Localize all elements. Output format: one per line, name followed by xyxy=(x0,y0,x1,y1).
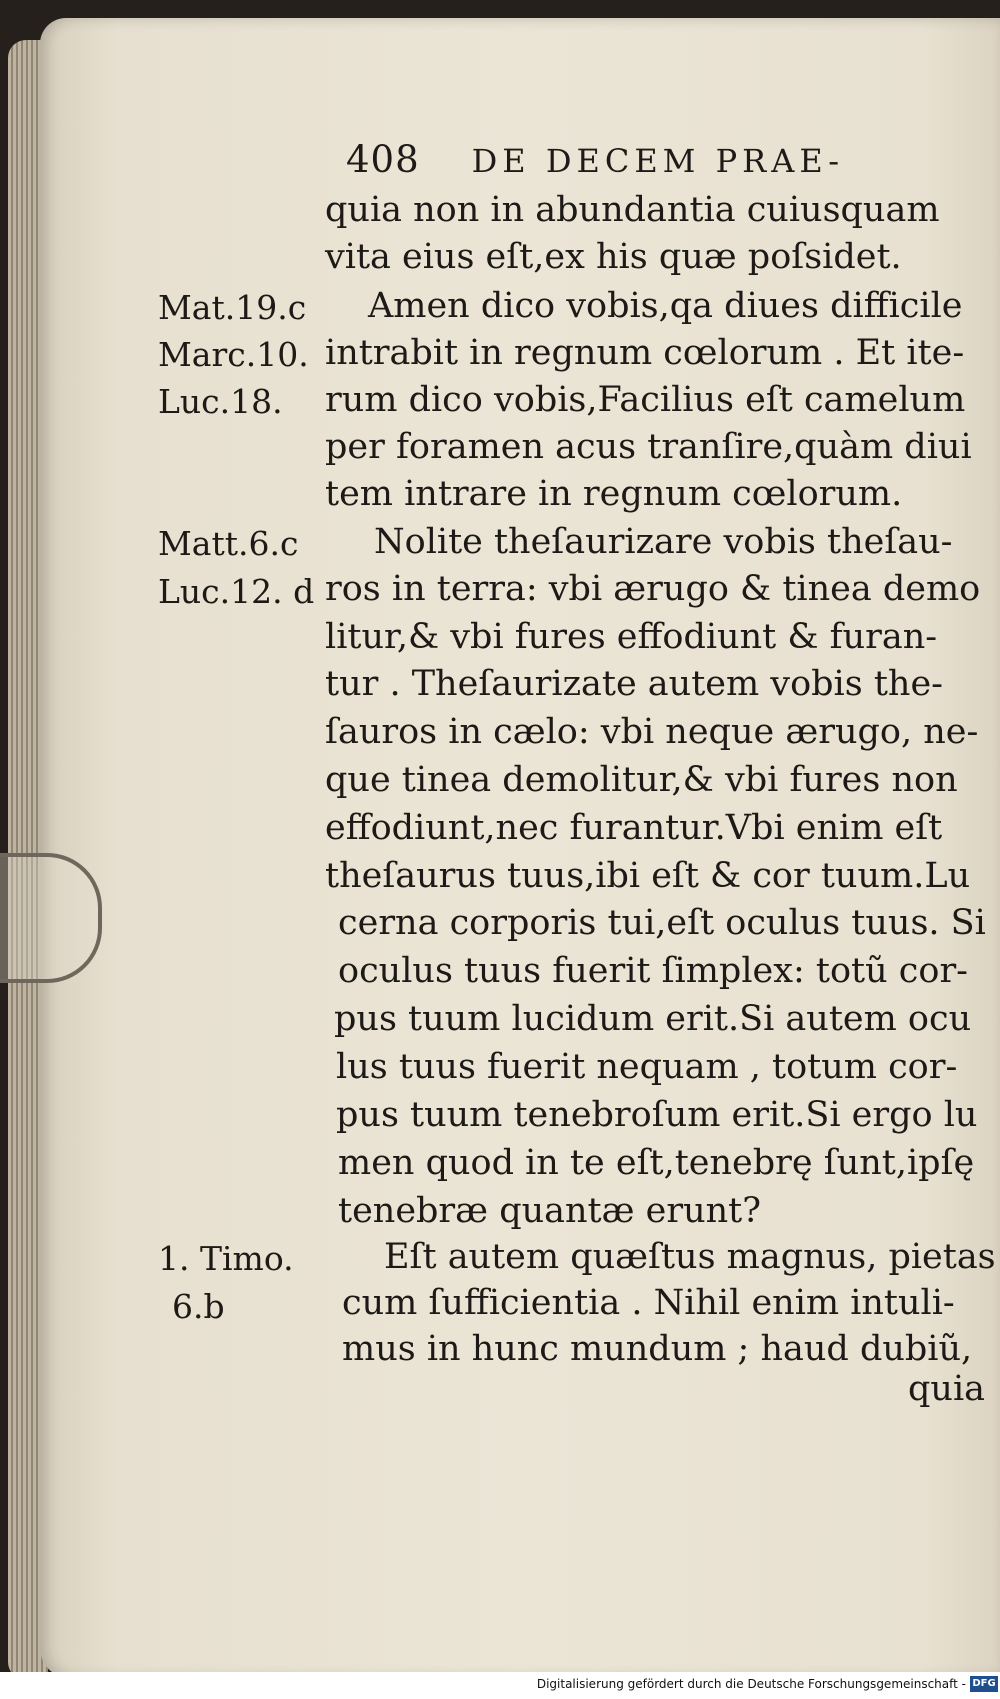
text-line: litur,& vbi fures effodiunt & furan- xyxy=(325,617,938,657)
text-line: effodiunt,nec furantur.Vbi enim eſt xyxy=(325,808,943,848)
text-line: Amen dico vobis,qa diues difficile xyxy=(368,286,963,326)
text-line: intrabit in regnum cœlorum . Et ite- xyxy=(325,333,965,373)
text-line: tur . Theſaurizate autem vobis the- xyxy=(325,664,943,704)
text-line: oculus tuus fuerit ſimplex: totũ cor- xyxy=(338,951,968,991)
funding-credit: Digitalisierung gefördert durch die Deutsche Forschungsgemeinschaft - xyxy=(536,1677,966,1691)
text-line: mus in hunc mundum ; haud dubiũ, xyxy=(342,1329,973,1369)
margin-reference: Mat.19.c xyxy=(158,288,307,327)
text-line: rum dico vobis,Facilius eſt camelum xyxy=(325,380,966,420)
margin-reference: Marc.10. xyxy=(158,335,309,374)
text-line: ſauros in cælo: vbi neque ærugo, ne- xyxy=(325,712,979,752)
page-header xyxy=(346,138,844,181)
margin-reference: Matt.6.c xyxy=(158,524,299,563)
text-line: lus tuus fuerit nequam , totum cor- xyxy=(336,1047,958,1087)
text-line: tem intrare in regnum cœlorum. xyxy=(325,474,903,514)
text-line: vita eius eſt,ex his quæ poſsidet. xyxy=(325,237,902,277)
catchword: quia xyxy=(908,1369,986,1409)
dfg-logo: DFG xyxy=(970,1676,998,1692)
text-line: cerna corporis tui,eſt oculus tuus. Si xyxy=(338,903,986,943)
text-line: Nolite theſaurizare vobis theſau- xyxy=(374,522,953,562)
text-line: Eſt autem quæſtus magnus, pietas xyxy=(384,1237,996,1277)
margin-reference: Luc.18. xyxy=(158,382,283,421)
text-line: que tinea demolitur,& vbi fures non xyxy=(325,760,958,800)
text-line: ros in terra: vbi ærugo & tinea demo xyxy=(325,569,981,609)
text-line: per foramen acus tranſire,quàm diui xyxy=(325,427,972,467)
text-line: pus tuum tenebroſum erit.Si ergo lu xyxy=(336,1095,978,1135)
margin-reference: 6.b xyxy=(172,1287,225,1326)
page-clip xyxy=(0,853,102,983)
text-line: men quod in te eſt,tenebrę ſunt,ipſę xyxy=(338,1143,975,1183)
page-number: 408 xyxy=(346,138,420,181)
text-line: pus tuum lucidum erit.Si autem ocu xyxy=(334,999,972,1039)
margin-reference: Luc.12. d xyxy=(158,572,315,611)
running-title: DE DECEM PRAE- xyxy=(471,142,845,180)
text-line: cum ſufficientia . Nihil enim intuli- xyxy=(342,1283,955,1323)
footer-bar xyxy=(0,1672,1000,1699)
text-line: quia non in abundantia cuiusquam xyxy=(325,190,940,230)
text-line: theſaurus tuus,ibi eſt & cor tuum.Lu xyxy=(325,856,971,896)
margin-reference: 1. Timo. xyxy=(158,1239,294,1278)
text-line: tenebræ quantæ erunt? xyxy=(338,1191,761,1231)
